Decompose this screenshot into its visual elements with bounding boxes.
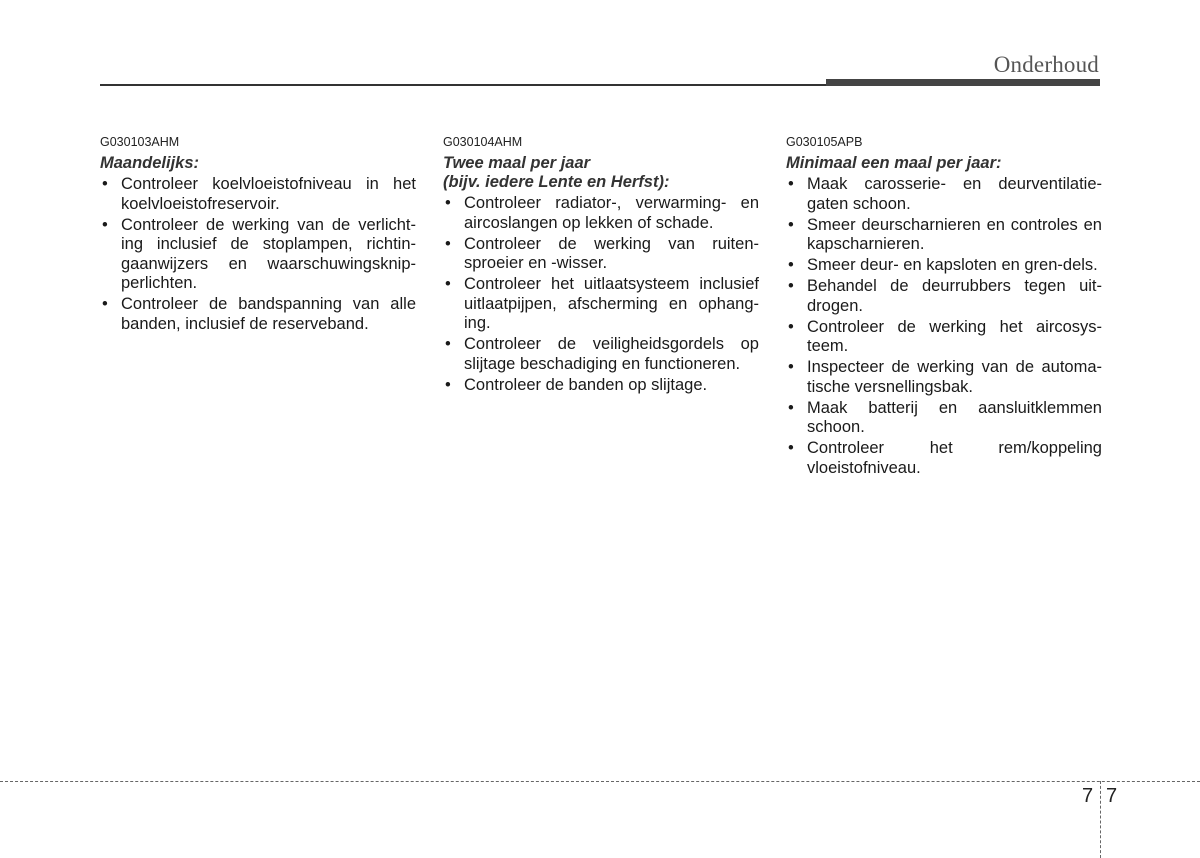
column-twice-yearly — [443, 134, 759, 397]
list-item: • Controleer de banden op slijtage. — [443, 376, 759, 396]
page-number: 7 — [1106, 785, 1118, 807]
section-code: G030104AHM — [443, 135, 523, 149]
column-monthly — [100, 134, 416, 336]
section-subtitle-line2: (bijv. iedere Lente en Herfst): — [443, 173, 670, 191]
list-item: • Maak batterij en aansluitklemmen schoon. — [786, 399, 1102, 438]
list-item: • Controleer het uitlaatsysteem inclusief uitlaatpijpen, afscherming en ophang-ing. — [443, 275, 759, 334]
section-subtitle: Minimaal een maal per jaar: — [786, 154, 1002, 172]
list-item: • Controleer radiator-, verwarming- en aircoslangen op lekken of schade. — [443, 194, 759, 233]
checklist — [443, 194, 759, 395]
list-item: • Maak carosserie- en deurventilatie-gaten schoon. — [786, 175, 1102, 214]
section-code: G030103AHM — [100, 135, 180, 149]
list-item: • Inspecteer de werking van de automa-tische versnellingsbak. — [786, 358, 1102, 397]
header-rule-accent — [826, 79, 1100, 86]
list-item: • Smeer deur- en kapsloten en gren-dels. — [786, 256, 1102, 276]
list-item: • Controleer de bandspanning van alle banden, inclusief de reserveband. — [100, 295, 416, 334]
list-item: • Controleer de werking van ruiten-sproeier en -wisser. — [443, 235, 759, 274]
section-subtitle: Twee maal per jaar — [443, 154, 591, 172]
column-yearly — [786, 134, 1102, 480]
chapter-number: 7 — [1082, 785, 1094, 807]
section-code: G030105APB — [786, 135, 863, 149]
list-item: • Behandel de deurrubbers tegen uit-drogen. — [786, 277, 1102, 316]
page-section-title: Onderhoud — [993, 52, 1099, 77]
list-item: • Controleer de werking het aircosys-teem. — [786, 318, 1102, 357]
checklist — [100, 175, 416, 334]
list-item: • Smeer deurscharnieren en controles en kapscharnieren. — [786, 216, 1102, 255]
list-item: • Controleer de veiligheidsgordels op slijtage beschadiging en functioneren. — [443, 335, 759, 374]
checklist — [786, 175, 1102, 478]
list-item: • Controleer het rem/koppeling vloeistofniveau. — [786, 439, 1102, 478]
section-subtitle: Maandelijks: — [100, 154, 200, 172]
list-item: • Controleer de werking van de verlicht-ing inclusief de stoplampen, richtin-gaanwijzers en waarschuwingsknip-perlichten. — [100, 216, 416, 294]
footer-page-divider — [1100, 781, 1101, 858]
list-item: • Controleer koelvloeistofniveau in het koelvloeistofreservoir. — [100, 175, 416, 214]
footer-divider — [0, 781, 1200, 782]
